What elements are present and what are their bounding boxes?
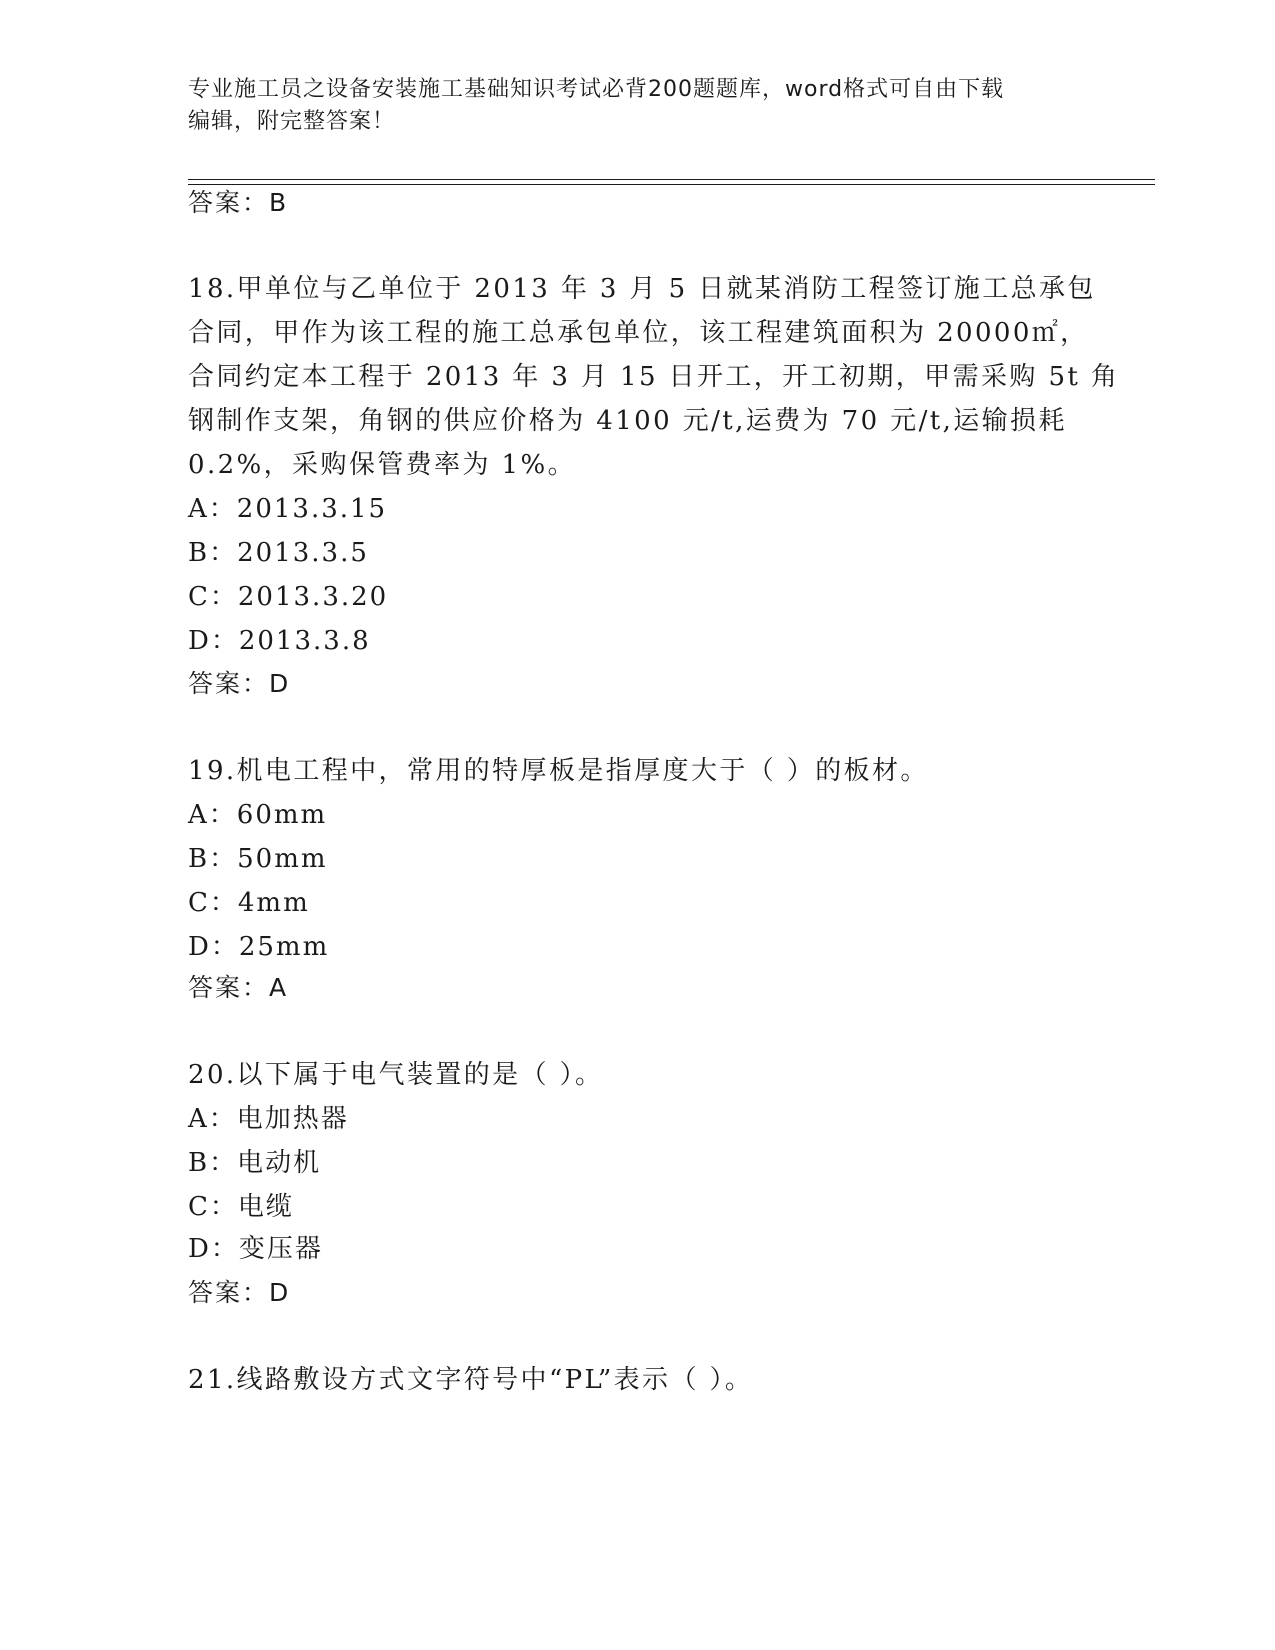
question-19-option-a: A：60mm	[188, 800, 328, 830]
question-20-text: 20.以下属于电气装置的是（ ）。	[188, 1060, 604, 1090]
header-divider-top	[188, 179, 1155, 180]
header-divider-bottom	[188, 184, 1155, 185]
question-18-option-d: D：2013.3.8	[188, 626, 371, 656]
answer-20: 答案：D	[188, 1278, 291, 1307]
header-title-line-1: 专业施工员之设备安装施工基础知识考试必背200题题库，word格式可自由下载	[188, 77, 1005, 102]
question-18-line-1: 18.甲单位与乙单位于 2013 年 3 月 5 日就某消防工程签订施工总承包	[188, 274, 1096, 304]
question-20-option-c: C：电缆	[188, 1192, 294, 1222]
page-header	[188, 74, 1088, 138]
question-21-text: 21.线路敷设方式文字符号中“PL”表示（ ）。	[188, 1365, 754, 1395]
question-18-option-a: A：2013.3.15	[188, 494, 388, 524]
question-18-option-b: B：2013.3.5	[188, 538, 369, 568]
question-18-line-3: 合同约定本工程于 2013 年 3 月 15 日开工，开工初期，甲需采购 5t 角	[188, 362, 1120, 392]
answer-19: 答案：A	[188, 973, 289, 1002]
question-18-line-2: 合同，甲作为该工程的施工总承包单位，该工程建筑面积为 20000㎡，	[188, 318, 1089, 348]
answer-18: 答案：D	[188, 669, 291, 698]
answer-17: 答案：B	[188, 188, 289, 217]
question-20-option-d: D：变压器	[188, 1234, 323, 1264]
question-20-option-b: B：电动机	[188, 1148, 322, 1178]
question-19-option-c: C：4mm	[188, 888, 310, 918]
question-19-text: 19.机电工程中，常用的特厚板是指厚度大于（ ）的板材。	[188, 756, 929, 786]
question-20-option-a: A：电加热器	[188, 1104, 349, 1134]
question-18-line-4: 钢制作支架，角钢的供应价格为 4100 元/t,运费为 70 元/t,运输损耗	[188, 406, 1067, 436]
question-19-option-d: D：25mm	[188, 932, 330, 962]
header-title-line-2: 编辑，附完整答案！	[188, 109, 396, 134]
question-18-line-5: 0.2%，采购保管费率为 1%。	[188, 450, 576, 480]
question-18-option-c: C：2013.3.20	[188, 582, 389, 612]
question-19-option-b: B：50mm	[188, 844, 328, 874]
